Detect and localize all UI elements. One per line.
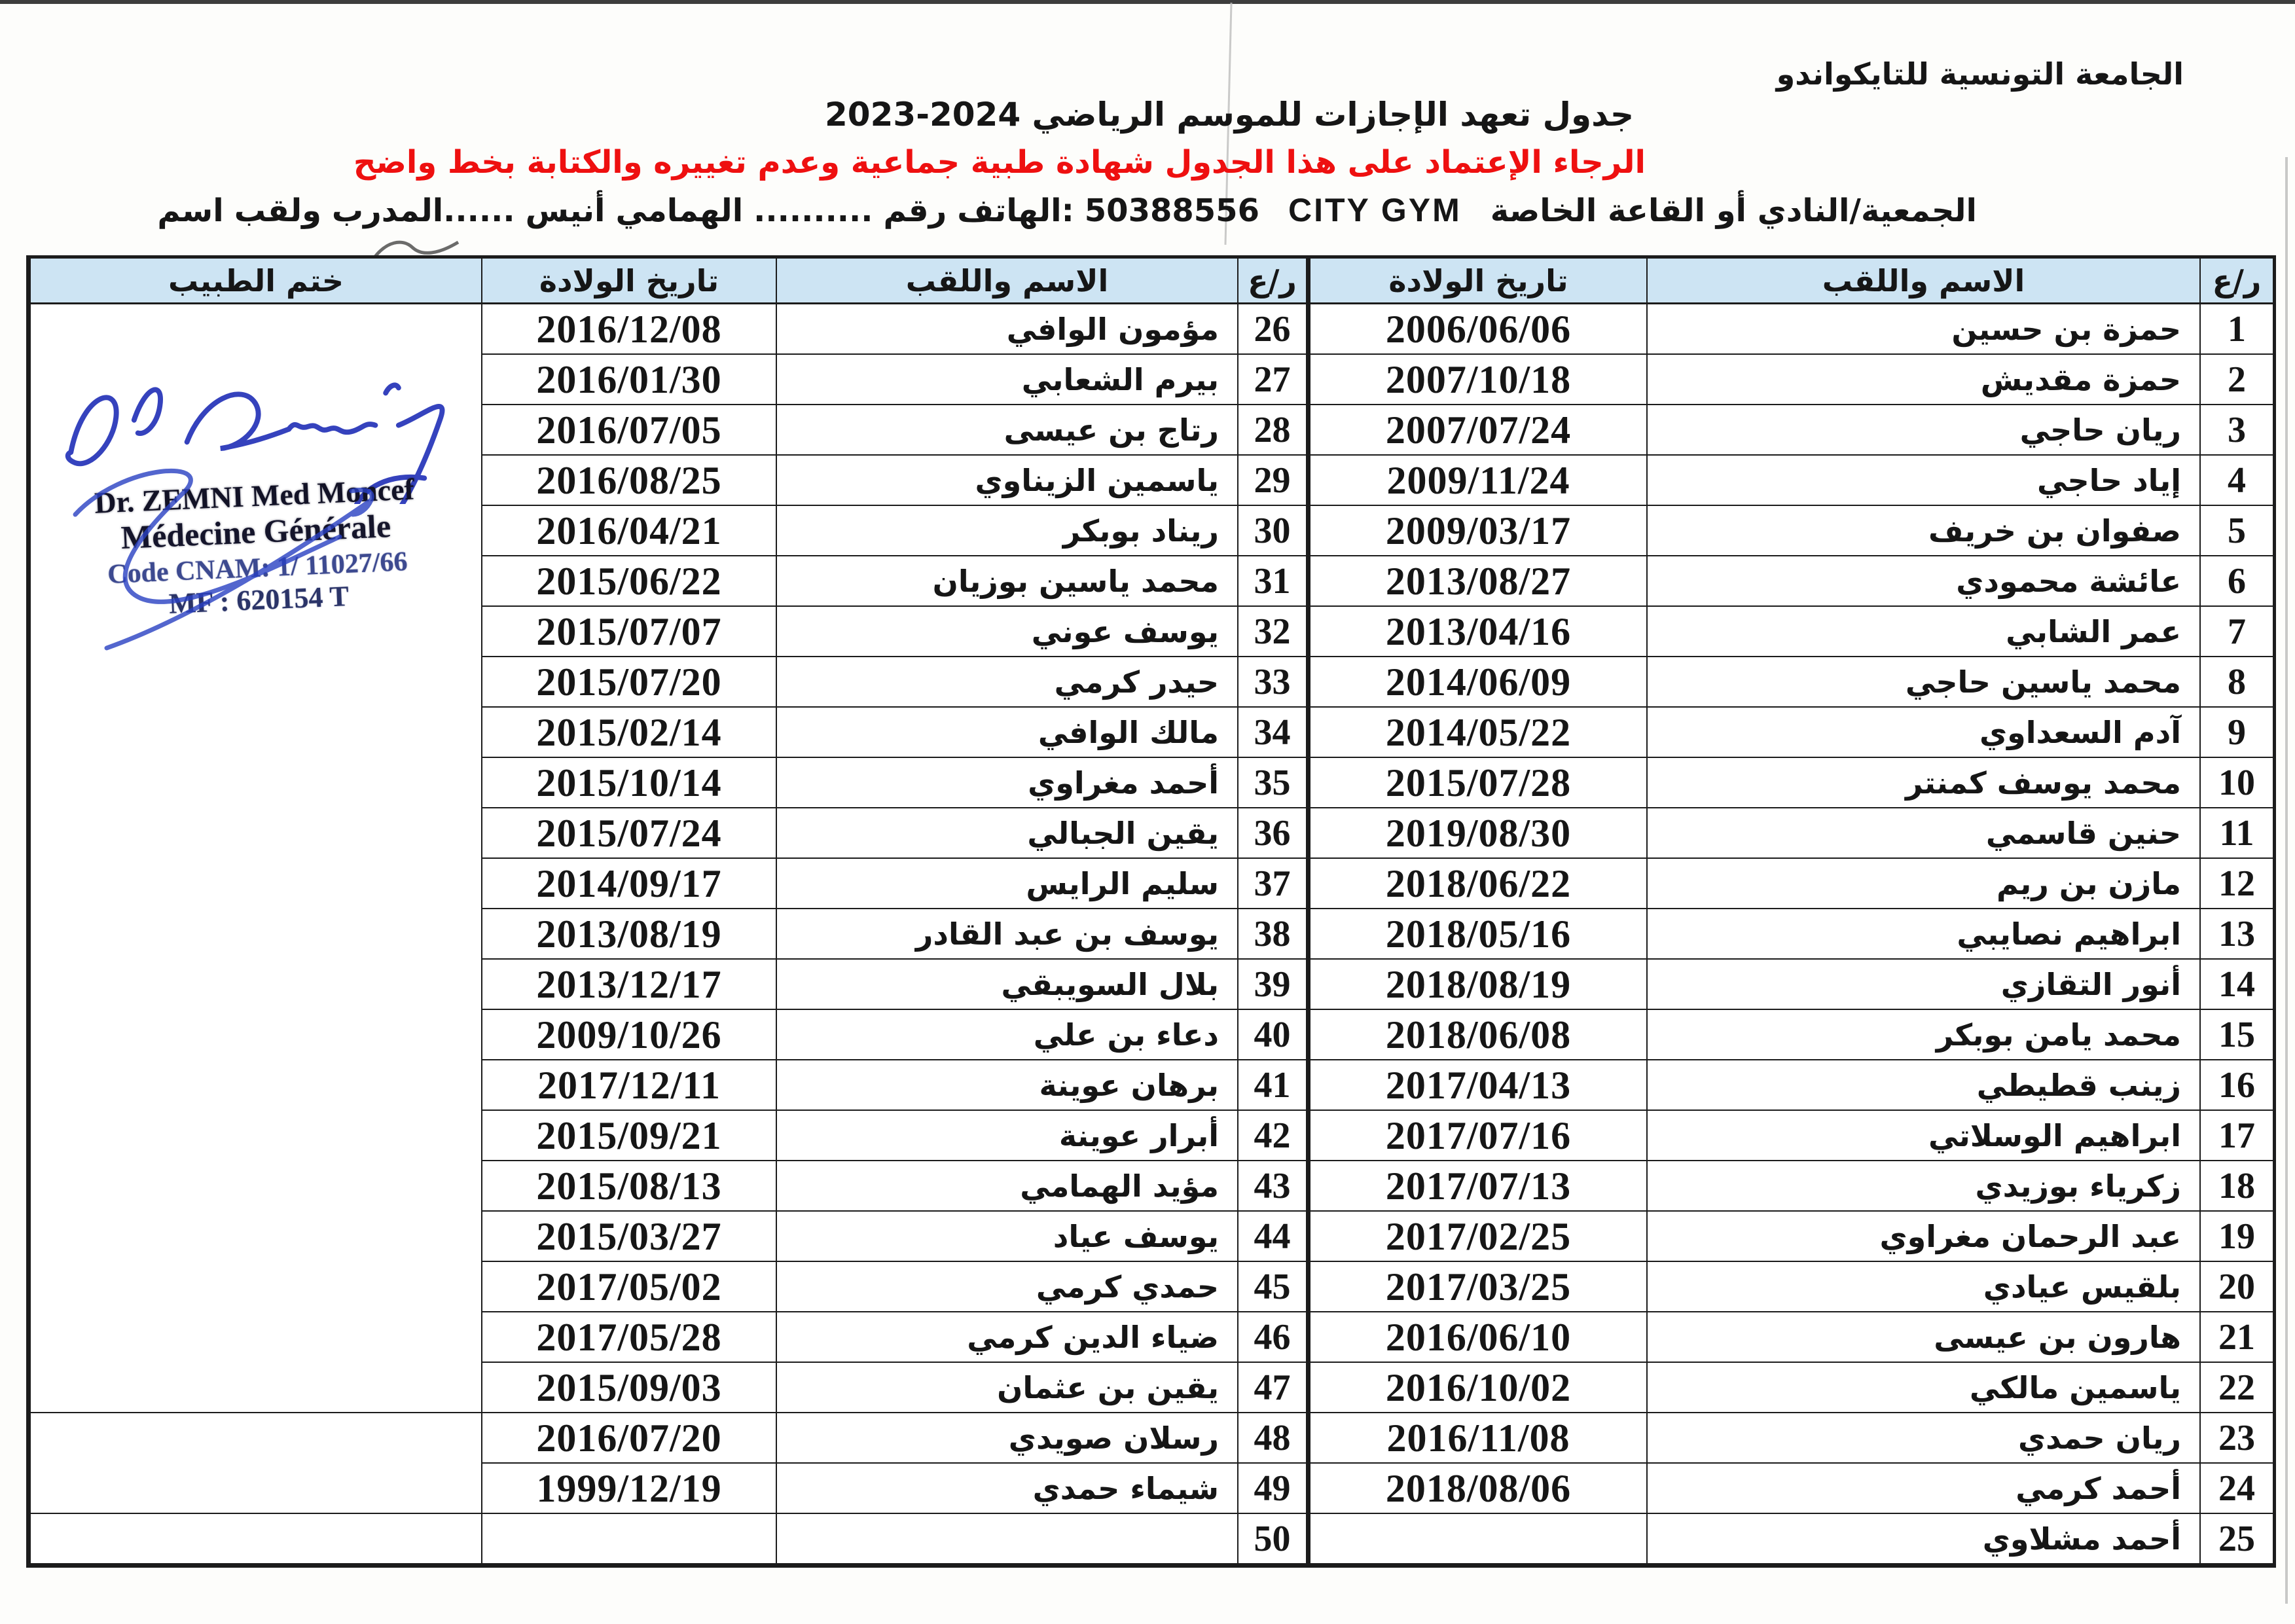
- cell-dob: 2017/05/28: [481, 1312, 776, 1363]
- cell-dob: 2015/10/14: [481, 758, 776, 808]
- cell-rank: 15: [2199, 1010, 2273, 1060]
- cell-name: أحمد مشلاوي: [1646, 1514, 2199, 1564]
- cell-name: ريناد بوبكر: [776, 506, 1237, 556]
- cell-rank: 47: [1237, 1363, 1306, 1413]
- cell-rank: 36: [1237, 808, 1306, 859]
- cell-rank: 42: [1237, 1111, 1306, 1161]
- cell-rank: 43: [1237, 1161, 1306, 1212]
- cell-name: ضياء الدين كرمي: [776, 1312, 1237, 1363]
- cell-name: ريان حاجي: [1646, 405, 2199, 456]
- cell-rank: 21: [2199, 1312, 2273, 1363]
- cell-rank: 13: [2199, 909, 2273, 960]
- cell-name: بلال السويبقي: [776, 960, 1237, 1010]
- cell-rank: 33: [1237, 657, 1306, 708]
- cell-name: بلقيس عيادي: [1646, 1262, 2199, 1312]
- cell-name: دعاء بن علي: [776, 1010, 1237, 1060]
- cell-dob: 2015/07/28: [1309, 758, 1646, 808]
- cell-name: حمدي كرمي: [776, 1262, 1237, 1312]
- cell-name: هارون بن عيسى: [1646, 1312, 2199, 1363]
- cell-name: يوسف عوني: [776, 607, 1237, 657]
- cell-dob: 2016/04/21: [481, 506, 776, 556]
- cell-rank: 50: [1237, 1514, 1306, 1564]
- col-header-rank: ر/ع: [1237, 259, 1306, 304]
- cell-name: ابراهيم الوسلاتي: [1646, 1111, 2199, 1161]
- cell-name: محمد ياسين بوزيان: [776, 556, 1237, 607]
- doctor-stamp-cell: [29, 304, 481, 1413]
- cell-dob: 2015/03/27: [481, 1212, 776, 1262]
- cell-rank: 34: [1237, 708, 1306, 758]
- cell-rank: 22: [2199, 1363, 2273, 1413]
- trainer-phone-word: رقم: [883, 192, 947, 229]
- col-header-dob: تاريخ الولادة: [481, 259, 776, 304]
- cell-rank: 35: [1237, 758, 1306, 808]
- cell-dob: 2009/11/24: [1309, 456, 1646, 506]
- cell-dob: 2009/10/26: [481, 1010, 776, 1060]
- stamp-mf-number: MF : 620154 T: [168, 579, 350, 620]
- cell-name: أحمد مغراوي: [776, 758, 1237, 808]
- cell-rank: 7: [2199, 607, 2273, 657]
- trainer-phone-word: 50388556: [1084, 192, 1259, 229]
- cell-rank: 31: [1237, 556, 1306, 607]
- stamp-cnam-code: Code CNAM: 1/ 11027/66: [107, 546, 408, 590]
- cell-dob: 1999/12/19: [481, 1464, 776, 1514]
- cell-dob: 2016/01/30: [481, 355, 776, 405]
- cell-name: أنور التقازي: [1646, 960, 2199, 1010]
- cell-rank: 18: [2199, 1161, 2273, 1212]
- cell-dob: 2018/08/06: [1309, 1464, 1646, 1514]
- trainer-phone-word: اسم: [157, 192, 224, 229]
- cell-dob: 2017/04/13: [1309, 1060, 1646, 1111]
- cell-rank: 24: [2199, 1464, 2273, 1514]
- cell-dob: 2013/12/17: [481, 960, 776, 1010]
- cell-dob: 2015/08/13: [481, 1161, 776, 1212]
- cell-dob: 2015/02/14: [481, 708, 776, 758]
- cell-rank: 30: [1237, 506, 1306, 556]
- cell-dob: 2007/07/24: [1309, 405, 1646, 456]
- cell-dob: 2016/07/20: [481, 1413, 776, 1464]
- page-title: جدول تعهد الإجازات للموسم الرياضي 2024-2023: [825, 96, 1634, 134]
- cell-dob: 2018/08/19: [1309, 960, 1646, 1010]
- cell-dob: 2015/09/21: [481, 1111, 776, 1161]
- cell-name: عبد الرحمان مغراوي: [1646, 1212, 2199, 1262]
- cell-dob: 2017/05/02: [481, 1262, 776, 1312]
- cell-rank: 32: [1237, 607, 1306, 657]
- cell-dob: 2016/11/08: [1309, 1413, 1646, 1464]
- cell-name: عمر الشابي: [1646, 607, 2199, 657]
- federation-label: الجامعة التونسية للتايكواندو: [1776, 56, 2184, 92]
- cell-rank: 28: [1237, 405, 1306, 456]
- cell-dob: 2013/04/16: [1309, 607, 1646, 657]
- cell-name: مالك الوافي: [776, 708, 1237, 758]
- cell-rank: 3: [2199, 405, 2273, 456]
- cell-name: يوسف بن عبد القادر: [776, 909, 1237, 960]
- cell-name: آدم السعداوي: [1646, 708, 2199, 758]
- cell-name: يوسف عياد: [776, 1212, 1237, 1262]
- cell-name: رتاج بن عيسى: [776, 405, 1237, 456]
- cell-rank: 10: [2199, 758, 2273, 808]
- medical-notice: الرجاء الإعتماد على هذا الجدول شهادة طبية جماعية وعدم تغييره والكتابة بخط واضح: [353, 144, 1646, 181]
- trainer-phone-word: الهمامي: [615, 192, 744, 229]
- cell-rank: 27: [1237, 355, 1306, 405]
- cell-name: [776, 1514, 1237, 1564]
- cell-rank: 39: [1237, 960, 1306, 1010]
- cell-dob: 2017/02/25: [1309, 1212, 1646, 1262]
- cell-dob: 2016/10/02: [1309, 1363, 1646, 1413]
- col-header-dob: تاريخ الولادة: [1309, 259, 1646, 304]
- cell-dob: 2009/03/17: [1309, 506, 1646, 556]
- cell-rank: 2: [2199, 355, 2273, 405]
- cell-rank: 37: [1237, 859, 1306, 909]
- cell-rank: 25: [2199, 1514, 2273, 1564]
- cell-rank: 46: [1237, 1312, 1306, 1363]
- cell-dob: 2013/08/19: [481, 909, 776, 960]
- cell-name: مازن بن ريم: [1646, 859, 2199, 909]
- cell-rank: 48: [1237, 1413, 1306, 1464]
- cell-rank: 5: [2199, 506, 2273, 556]
- cell-rank: 4: [2199, 456, 2273, 506]
- cell-rank: 19: [2199, 1212, 2273, 1262]
- stamp-doctor-name: Dr. ZEMNI Med Moncef: [94, 472, 415, 520]
- cell-name: مؤيد الهمامي: [776, 1161, 1237, 1212]
- cell-rank: 17: [2199, 1111, 2273, 1161]
- cell-dob: 2007/10/18: [1309, 355, 1646, 405]
- cell-rank: 38: [1237, 909, 1306, 960]
- cell-rank: 1: [2199, 304, 2273, 355]
- roster-table-left: [26, 255, 1309, 1568]
- cell-dob: 2017/12/11: [481, 1060, 776, 1111]
- cell-name: أبرار عوينة: [776, 1111, 1237, 1161]
- cell-rank: 16: [2199, 1060, 2273, 1111]
- roster-table-right: [1309, 255, 2276, 1568]
- cell-rank: 49: [1237, 1464, 1306, 1514]
- cell-dob: 2016/07/05: [481, 405, 776, 456]
- cell-name: محمد يوسف كمنتر: [1646, 758, 2199, 808]
- cell-name: محمد ياسين حاجي: [1646, 657, 2199, 708]
- cell-dob: 2015/07/24: [481, 808, 776, 859]
- cell-dob: 2018/06/22: [1309, 859, 1646, 909]
- cell-rank: 45: [1237, 1262, 1306, 1312]
- trainer-phone-word: الهاتف:: [957, 192, 1074, 229]
- cell-name: رسلان صويدي: [776, 1413, 1237, 1464]
- cell-dob: 2014/06/09: [1309, 657, 1646, 708]
- cell-name: يقين الجبالي: [776, 808, 1237, 859]
- cell-name: ريان حمدي: [1646, 1413, 2199, 1464]
- cell-name: صفوان بن خريف: [1646, 506, 2199, 556]
- cell-name: برهان عوينة: [776, 1060, 1237, 1111]
- col-header-name: الاسم واللقب: [1646, 259, 2199, 304]
- doctor-stamp-cell-empty: [29, 1413, 481, 1514]
- cell-name: حنين قاسمي: [1646, 808, 2199, 859]
- cell-dob: 2019/08/30: [1309, 808, 1646, 859]
- cell-name: إياد حاجي: [1646, 456, 2199, 506]
- cell-name: سليم الرايس: [776, 859, 1237, 909]
- cell-name: زكرياء بوزيدي: [1646, 1161, 2199, 1212]
- cell-name: ابراهيم نصايبي: [1646, 909, 2199, 960]
- cell-dob: [481, 1514, 776, 1564]
- trainer-phone-word: المدرب......: [331, 192, 515, 229]
- gym-name: CITY GYM: [1288, 192, 1462, 228]
- cell-rank: 40: [1237, 1010, 1306, 1060]
- cell-dob: 2017/03/25: [1309, 1262, 1646, 1312]
- cell-name: شيماء حمدي: [776, 1464, 1237, 1514]
- cell-dob: 2013/08/27: [1309, 556, 1646, 607]
- club-info-line: [157, 191, 1977, 229]
- cell-name: ياسمين مالكي: [1646, 1363, 2199, 1413]
- cell-dob: [1309, 1514, 1646, 1564]
- cell-dob: 2018/05/16: [1309, 909, 1646, 960]
- cell-rank: 26: [1237, 304, 1306, 355]
- cell-name: عائشة محمودي: [1646, 556, 2199, 607]
- doctor-stamp-cell-empty: [29, 1514, 481, 1564]
- cell-rank: 41: [1237, 1060, 1306, 1111]
- trainer-phone-word: ولقب: [234, 192, 321, 229]
- cell-rank: 9: [2199, 708, 2273, 758]
- cell-dob: 2017/07/16: [1309, 1111, 1646, 1161]
- cell-name: حمزة بن حسين: [1646, 304, 2199, 355]
- cell-dob: 2014/05/22: [1309, 708, 1646, 758]
- cell-rank: 23: [2199, 1413, 2273, 1464]
- stamp-specialty: Médecine Générale: [120, 507, 392, 556]
- col-header-stamp: ختم الطبيب: [29, 259, 481, 304]
- cell-dob: 2006/06/06: [1309, 304, 1646, 355]
- cell-dob: 2016/08/25: [481, 456, 776, 506]
- cell-dob: 2014/09/17: [481, 859, 776, 909]
- cell-name: يقين بن عثمان: [776, 1363, 1237, 1413]
- col-header-name: الاسم واللقب: [776, 259, 1237, 304]
- club-label: الجمعية/النادي أو القاعة الخاصة: [1490, 192, 1977, 229]
- page-edge-line: [2285, 157, 2288, 1604]
- cell-rank: 6: [2199, 556, 2273, 607]
- doctor-stamp: [64, 473, 449, 623]
- cell-name: زينب قطيطي: [1646, 1060, 2199, 1111]
- cell-name: حمزة مقديش: [1646, 355, 2199, 405]
- cell-dob: 2017/07/13: [1309, 1161, 1646, 1212]
- cell-name: بيرم الشعابي: [776, 355, 1237, 405]
- cell-name: محمد يامن بوبكر: [1646, 1010, 2199, 1060]
- cell-dob: 2015/09/03: [481, 1363, 776, 1413]
- cell-rank: 12: [2199, 859, 2273, 909]
- trainer-phone-word: أنيس: [525, 192, 605, 229]
- cell-dob: 2016/12/08: [481, 304, 776, 355]
- cell-rank: 11: [2199, 808, 2273, 859]
- scan-edge-artifact: [0, 0, 2295, 4]
- cell-rank: 8: [2199, 657, 2273, 708]
- cell-name: حيدر كرمي: [776, 657, 1237, 708]
- cell-rank: 29: [1237, 456, 1306, 506]
- trainer-phone-word: ..........: [753, 192, 873, 229]
- cell-rank: 20: [2199, 1262, 2273, 1312]
- cell-rank: 14: [2199, 960, 2273, 1010]
- cell-name: مؤمون الوافي: [776, 304, 1237, 355]
- cell-dob: 2015/07/07: [481, 607, 776, 657]
- cell-dob: 2016/06/10: [1309, 1312, 1646, 1363]
- cell-name: ياسمين الزيناوي: [776, 456, 1237, 506]
- col-header-rank: ر/ع: [2199, 259, 2273, 304]
- cell-rank: 44: [1237, 1212, 1306, 1262]
- cell-dob: 2018/06/08: [1309, 1010, 1646, 1060]
- cell-dob: 2015/06/22: [481, 556, 776, 607]
- cell-name: أحمد كرمي: [1646, 1464, 2199, 1514]
- trainer-phone-segment: [157, 192, 1259, 229]
- cell-dob: 2015/07/20: [481, 657, 776, 708]
